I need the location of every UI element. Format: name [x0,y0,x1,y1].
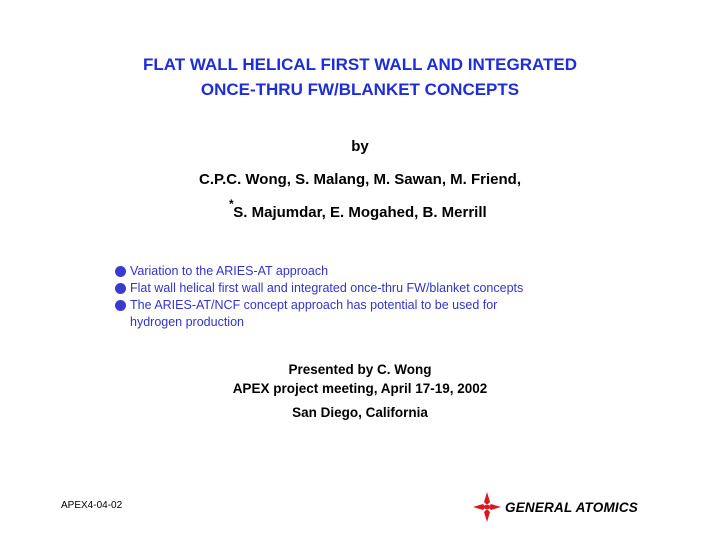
slide-title [0,52,720,102]
bullet-text: The ARIES-AT/NCF concept approach has potential to be used for [130,298,498,312]
authors-line-2: S. Majumdar, E. Mogahed, B. Merrill [233,204,487,221]
authors-line-1: C.P.C. Wong, S. Malang, M. Sawan, M. Friend, [199,171,521,188]
author-asterisk: * [229,197,234,211]
meeting-info: APEX project meeting, April 17-19, 2002 [232,381,488,396]
bullet-item [115,297,615,314]
location: San Diego, California [292,405,428,420]
bullet-item [115,263,615,280]
bullet-text: Flat wall helical first wall and integrated once-thru FW/blanket concepts [130,281,524,295]
bullet-text: Variation to the ARIES-AT approach [130,264,329,278]
presented-by: Presented by C. Wong [288,362,432,377]
logo-text: GENERAL ATOMICS [505,499,639,515]
general-atomics-logo [473,492,638,522]
bullet-item [115,280,615,297]
bullet-continuation: hydrogen production [130,315,244,329]
bullet-dot-icon [115,283,126,294]
by-label: by [351,138,369,155]
title-line-2: ONCE-THRU FW/BLANKET CONCEPTS [200,80,520,99]
bullet-dot-icon [115,266,126,277]
presenter-block [0,360,720,398]
slide-code: APEX4-04-02 [61,500,123,511]
title-line-1: FLAT WALL HELICAL FIRST WALL AND INTEGRATED [142,55,578,74]
bullet-dot-icon [115,300,126,311]
bullet-list [115,263,615,331]
general-atomics-star-icon [473,492,501,522]
